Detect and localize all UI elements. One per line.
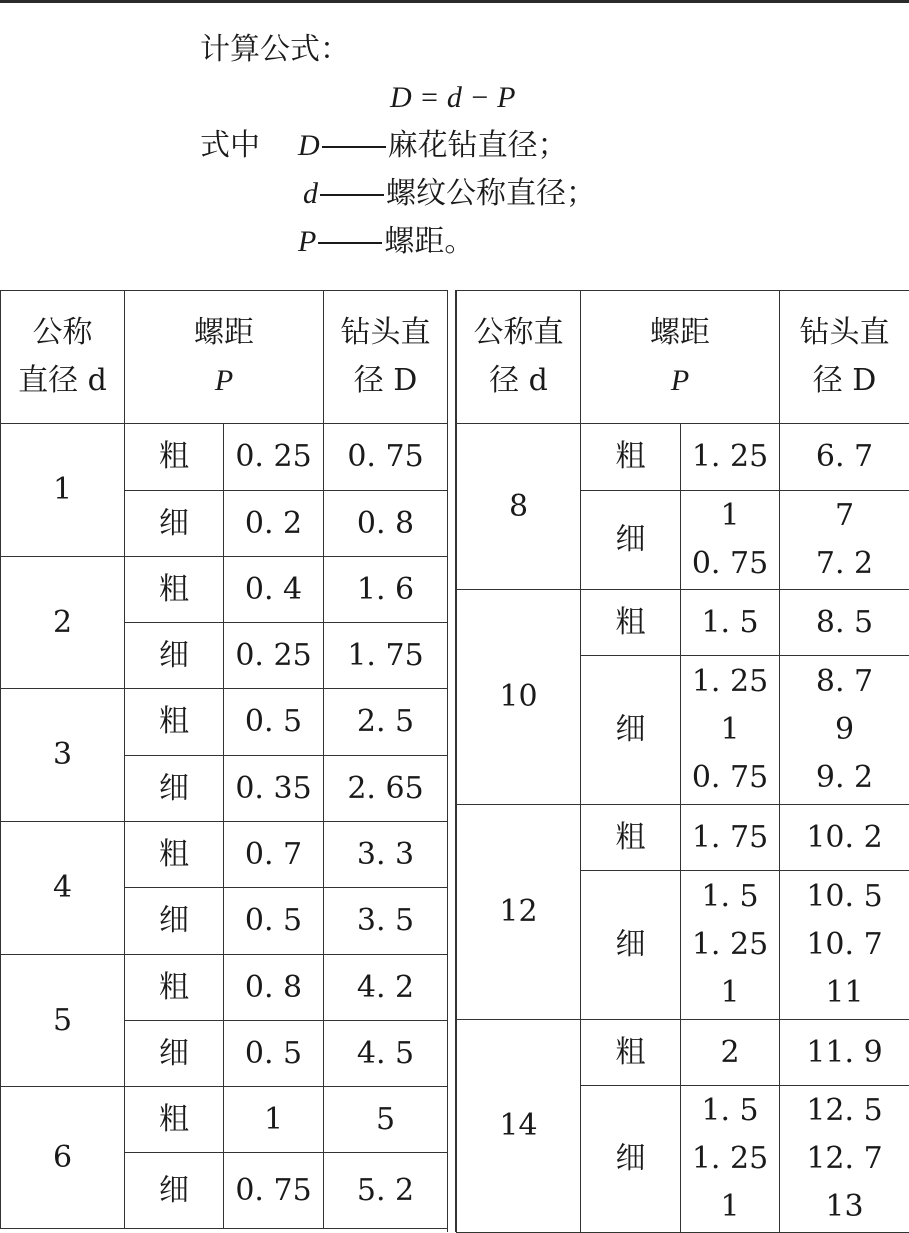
drill-size-table	[0, 290, 909, 1232]
left-table	[0, 290, 448, 1229]
header-drill: 钻头直 径 D	[780, 291, 909, 424]
type-coarse: 粗	[125, 1087, 224, 1153]
drill-cell: 3. 5	[324, 888, 448, 955]
type-coarse: 粗	[125, 424, 224, 491]
drill-cell: 0. 8	[324, 491, 448, 557]
pitch-cell: 0. 5	[224, 1021, 324, 1087]
header-drill: 钻头直 径 D	[324, 291, 448, 424]
drill-cell: 1. 75	[324, 623, 448, 689]
type-coarse: 粗	[125, 557, 224, 623]
def-text: 螺距。	[384, 224, 474, 259]
pitch-cell: 0. 2	[224, 491, 324, 557]
type-fine: 细	[581, 1086, 681, 1233]
drill-cell: 10. 2	[780, 805, 909, 871]
table-row	[1, 955, 448, 1021]
nominal-cell: 4	[1, 822, 125, 955]
pitch-cell: 1. 25	[681, 424, 780, 491]
drill-cell-multi: 7 7. 2	[780, 491, 909, 590]
type-fine: 细	[125, 888, 224, 955]
type-coarse: 粗	[125, 689, 224, 756]
def-symbol: d	[303, 177, 318, 210]
pitch-cell: 0. 7	[224, 822, 324, 888]
table-row	[457, 805, 909, 871]
drill-cell: 5	[324, 1087, 448, 1153]
drill-cell-multi: 8. 7 9 9. 2	[780, 656, 909, 805]
drill-cell: 6. 7	[780, 424, 909, 491]
drill-cell: 5. 2	[324, 1153, 448, 1229]
pitch-cell-multi: 1. 5 1. 25 1	[681, 871, 780, 1020]
drill-cell: 8. 5	[780, 590, 909, 656]
type-fine: 细	[581, 656, 681, 805]
type-fine: 细	[581, 871, 681, 1020]
table-row	[457, 424, 909, 491]
pitch-cell: 0. 25	[224, 424, 324, 491]
drill-cell: 4. 5	[324, 1021, 448, 1087]
table-row	[1, 424, 448, 491]
type-fine: 细	[125, 756, 224, 822]
nominal-cell: 5	[1, 955, 125, 1087]
nominal-cell: 8	[457, 424, 581, 590]
table-row	[457, 1020, 909, 1086]
drill-cell: 0. 75	[324, 424, 448, 491]
nominal-cell: 2	[1, 557, 125, 689]
nominal-cell: 1	[1, 424, 125, 557]
nominal-cell: 6	[1, 1087, 125, 1229]
drill-cell: 1. 6	[324, 557, 448, 623]
type-fine: 细	[125, 623, 224, 689]
pitch-cell: 1	[224, 1087, 324, 1153]
drill-cell: 2. 5	[324, 689, 448, 756]
def-d	[303, 176, 596, 212]
pitch-cell-multi: 1. 25 1 0. 75	[681, 656, 780, 805]
def-symbol: D	[298, 129, 320, 162]
double-divider	[447, 290, 456, 1232]
pitch-cell: 1. 75	[681, 805, 780, 871]
table-row	[457, 590, 909, 656]
nominal-cell: 10	[457, 590, 581, 805]
nominal-cell: 12	[457, 805, 581, 1020]
type-fine: 细	[581, 491, 681, 590]
pitch-cell: 1. 5	[681, 590, 780, 656]
def-D	[298, 128, 568, 164]
type-coarse: 粗	[581, 424, 681, 491]
header-row	[1, 291, 448, 424]
drill-cell-multi: 12. 5 12. 7 13	[780, 1086, 909, 1233]
right-table	[456, 290, 909, 1233]
formula-block	[0, 0, 909, 290]
header-nominal: 公称直 径 d	[457, 291, 581, 424]
type-fine: 细	[125, 1021, 224, 1087]
header-row	[457, 291, 909, 424]
def-symbol: P	[298, 225, 316, 258]
nominal-cell: 3	[1, 689, 125, 822]
table-row	[1, 557, 448, 623]
def-P	[298, 224, 474, 260]
drill-cell: 2. 65	[324, 756, 448, 822]
drill-cell: 4. 2	[324, 955, 448, 1021]
table-row	[1, 689, 448, 756]
pitch-cell-multi: 1. 5 1. 25 1	[681, 1086, 780, 1233]
header-pitch: 螺距 P	[125, 291, 324, 424]
header-pitch: 螺距 P	[581, 291, 780, 424]
pitch-cell: 0. 25	[224, 623, 324, 689]
type-coarse: 粗	[581, 590, 681, 656]
table-row	[1, 822, 448, 888]
header-nominal: 公称 直径 d	[1, 291, 125, 424]
type-fine: 细	[125, 491, 224, 557]
pitch-cell-multi: 1 0. 75	[681, 491, 780, 590]
formula-equation: D = d − P	[390, 80, 515, 116]
type-fine: 细	[125, 1153, 224, 1229]
type-coarse: 粗	[581, 1020, 681, 1086]
pitch-cell: 2	[681, 1020, 780, 1086]
drill-cell: 11. 9	[780, 1020, 909, 1086]
pitch-cell: 0. 5	[224, 689, 324, 756]
type-coarse: 粗	[581, 805, 681, 871]
type-coarse: 粗	[125, 822, 224, 888]
type-coarse: 粗	[125, 955, 224, 1021]
drill-cell-multi: 10. 5 10. 7 11	[780, 871, 909, 1020]
table-row	[1, 1087, 448, 1153]
drill-cell: 3. 3	[324, 822, 448, 888]
where-label: 式中	[200, 128, 260, 164]
pitch-cell: 0. 35	[224, 756, 324, 822]
formula-label: 计算公式：	[200, 32, 350, 68]
def-text: 麻花钻直径；	[388, 128, 568, 163]
nominal-cell: 14	[457, 1020, 581, 1233]
pitch-cell: 0. 5	[224, 888, 324, 955]
def-text: 螺纹公称直径；	[386, 176, 596, 211]
pitch-cell: 0. 8	[224, 955, 324, 1021]
pitch-cell: 0. 4	[224, 557, 324, 623]
pitch-cell: 0. 75	[224, 1153, 324, 1229]
